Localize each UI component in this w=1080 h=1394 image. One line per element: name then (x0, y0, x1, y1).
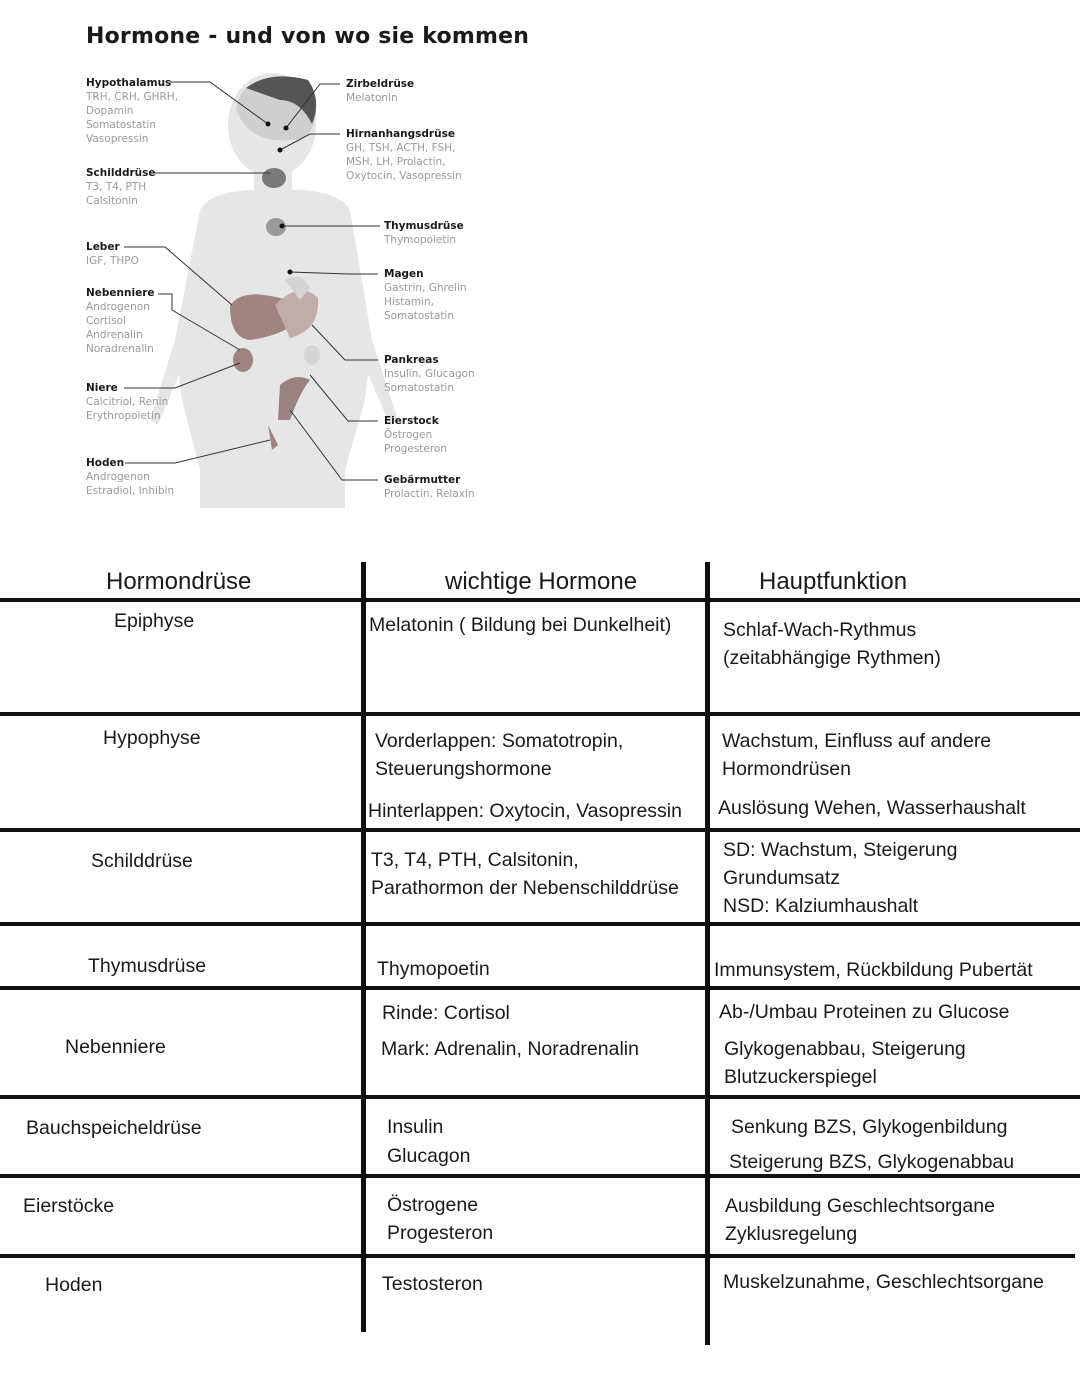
label-leber (86, 240, 139, 268)
table-hormones: T3, T4, PTH, Calsitonin, (371, 849, 579, 871)
table-hormones: Hinterlappen: Oxytocin, Vasopressin (368, 800, 682, 822)
table-hormones: Testosteron (382, 1273, 483, 1295)
page-title: Hormone - und von wo sie kommen (86, 24, 530, 49)
label-hormones: Oxytocin, Vasopressin (346, 170, 462, 182)
table-hormones: Steuerungshormone (375, 758, 552, 780)
table-gland: Hoden (45, 1274, 103, 1296)
table-function: Schlaf-Wach-Rythmus (723, 619, 917, 641)
label-eierstock (384, 414, 447, 456)
label-hormones: Noradrenalin (86, 343, 154, 355)
label-hormones: Erythropoietin (86, 410, 161, 422)
table-function: SD: Wachstum, Steigerung (723, 839, 958, 861)
label-hormones: T3, T4, PTH (86, 181, 147, 193)
table-gland: Epiphyse (114, 610, 195, 632)
table-hormones: Insulin (387, 1116, 444, 1138)
table-hormones: Glucagon (387, 1145, 471, 1167)
label-name: Hirnanhangsdrüse (346, 128, 455, 140)
table-gland: Nebenniere (65, 1036, 166, 1058)
label-magen (384, 267, 467, 323)
label-hormones: Histamin, (384, 296, 434, 308)
label-hormones: Insulin, Glucagon (384, 368, 475, 380)
table-function: Muskelzunahme, Geschlechtsorgane (723, 1271, 1044, 1293)
label-hormones: Androgenon (86, 301, 150, 313)
label-hormones: Dopamin (86, 105, 134, 117)
table-divider (0, 828, 1080, 832)
table-divider (0, 1095, 1080, 1099)
label-hirnanhangsdruese (346, 127, 462, 183)
table-hormones: Mark: Adrenalin, Noradrenalin (381, 1038, 639, 1060)
label-hormones: Vasopressin (86, 133, 149, 145)
label-hormones: Melatonin (346, 92, 398, 104)
label-name: Schilddrüse (86, 167, 156, 179)
table-gland: Schilddrüse (91, 850, 193, 872)
column-divider (705, 562, 710, 1345)
label-hormones: Prolactin, Relaxin (384, 488, 475, 500)
table-function: Ausbildung Geschlechtsorgane (725, 1195, 995, 1217)
label-niere (86, 381, 168, 423)
label-hormones: MSH, LH, Prolactin, (346, 156, 446, 168)
table-function: Auslösung Wehen, Wasserhaushalt (718, 797, 1026, 819)
label-hoden (86, 456, 174, 498)
table-function: Blutzuckerspiegel (724, 1066, 877, 1088)
label-hormones: Somatostatin (384, 382, 455, 394)
table-hormones: Rinde: Cortisol (382, 1002, 510, 1024)
label-hormones: Somatostatin (86, 119, 157, 131)
label-hormones: Somatostatin (384, 310, 455, 322)
table-function: Zyklusregelung (725, 1223, 858, 1245)
header-hormone: wichtige Hormone (445, 568, 638, 595)
table-divider (0, 922, 1080, 926)
label-name: Magen (384, 268, 424, 280)
table-divider (0, 986, 1080, 990)
table-function: Senkung BZS, Glykogenbildung (731, 1116, 1008, 1138)
label-name: Nebenniere (86, 287, 155, 299)
label-hormones: Calsitonin (86, 195, 138, 207)
table-function: Wachstum, Einfluss auf andere (722, 730, 992, 752)
table-function: NSD: Kalziumhaushalt (723, 895, 919, 917)
table-divider (0, 598, 1080, 602)
label-pankreas (384, 353, 475, 395)
table-divider (0, 712, 1080, 716)
label-gebaermutter (384, 473, 475, 501)
hormone-body-diagram (0, 0, 1080, 520)
label-hormones: Thymopoietin (384, 234, 457, 246)
table-hormones: Melatonin ( Bildung bei Dunkelheit) (369, 614, 672, 636)
label-name: Niere (86, 382, 118, 394)
table-gland: Bauchspeicheldrüse (26, 1117, 202, 1139)
table-hormones: Parathormon der Nebenschilddrüse (371, 877, 679, 899)
label-hormones: Gastrin, Ghrelin (384, 282, 467, 294)
table-function: Immunsystem, Rückbildung Pubertät (714, 959, 1033, 981)
table-hormones: Östrogene (387, 1194, 479, 1216)
table-gland: Eierstöcke (23, 1195, 115, 1217)
label-name: Thymusdrüse (384, 220, 464, 232)
header-hormondruese: Hormondrüse (106, 568, 252, 595)
table-function: (zeitabhängige Rythmen) (723, 647, 941, 669)
label-zirbeldruese (346, 77, 414, 105)
table-divider (0, 1254, 1075, 1258)
label-schilddruese (86, 166, 156, 208)
header-hauptfunktion: Hauptfunktion (759, 568, 908, 595)
label-name: Hypothalamus (86, 77, 172, 89)
label-hormones: Andrenalin (86, 329, 143, 341)
label-hormones: Cortisol (86, 315, 126, 327)
table-gland: Hypophyse (103, 727, 201, 749)
label-hormones: Östrogen (384, 429, 433, 441)
label-nebenniere (86, 286, 155, 356)
table-function: Grundumsatz (723, 867, 841, 889)
label-name: Gebärmutter (384, 474, 461, 486)
table-function: Hormondrüsen (722, 758, 851, 780)
label-hormones: Androgenon (86, 471, 150, 483)
label-hormones: Progesteron (384, 443, 447, 455)
label-hormones: IGF, THPO (86, 255, 139, 267)
label-thymusdruese (384, 219, 464, 247)
table-function: Glykogenabbau, Steigerung (724, 1038, 966, 1060)
label-hormones: Calcitriol, Renin (86, 396, 169, 408)
table-hormones: Thymopoetin (377, 958, 490, 980)
table-function: Ab-/Umbau Proteinen zu Glucose (719, 1001, 1010, 1023)
table-hormones: Progesteron (387, 1222, 494, 1244)
column-divider (361, 562, 366, 1332)
label-hormones: GH, TSH, ACTH, FSH, (346, 142, 456, 154)
label-name: Zirbeldrüse (346, 78, 415, 90)
label-name: Eierstock (384, 415, 439, 427)
table-gland: Thymusdrüse (88, 955, 207, 977)
label-hormones: TRH, CRH, GHRH, (86, 91, 179, 103)
label-name: Leber (86, 241, 120, 253)
label-name: Hoden (86, 457, 125, 469)
label-name: Pankreas (384, 354, 439, 366)
table-hormones: Vorderlappen: Somatotropin, (375, 730, 624, 752)
table-function: Steigerung BZS, Glykogenabbau (729, 1151, 1015, 1173)
label-hypothalamus (86, 76, 178, 146)
label-hormones: Estradiol, Inhibin (86, 485, 175, 497)
